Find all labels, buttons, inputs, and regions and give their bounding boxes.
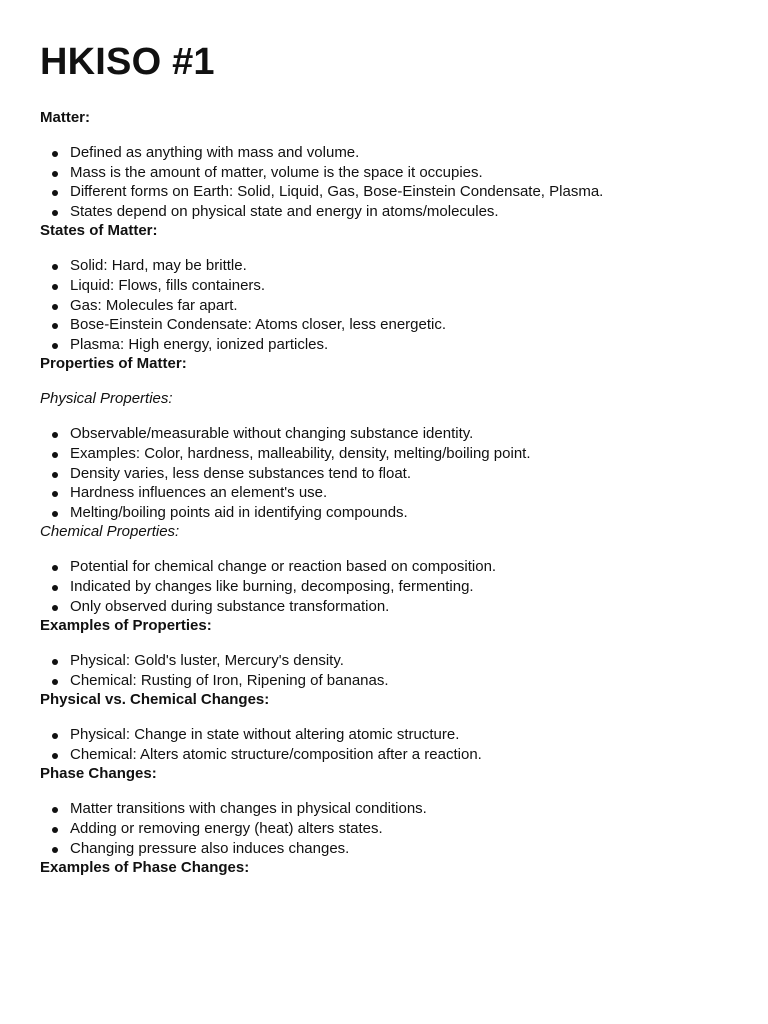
list-item: Gas: Molecules far apart.: [40, 296, 728, 316]
list-item: Defined as anything with mass and volume.: [40, 143, 728, 163]
list-changes: [40, 725, 728, 764]
list-chemical-properties: [40, 557, 728, 616]
list-item: Only observed during substance transformation.: [40, 597, 728, 617]
list-item: Mass is the amount of matter, volume is the space it occupies.: [40, 163, 728, 183]
list-item: States depend on physical state and energy in atoms/molecules.: [40, 202, 728, 222]
list-phase: [40, 799, 728, 858]
section-heading-matter: Matter:: [40, 109, 91, 126]
list-item: Solid: Hard, may be brittle.: [40, 256, 728, 276]
section-heading-properties: Properties of Matter:: [40, 355, 187, 373]
list-item: Physical: Gold's luster, Mercury's density.: [40, 651, 728, 671]
subheading-physical-properties: Physical Properties:: [40, 390, 173, 408]
list-item: Liquid: Flows, fills containers.: [40, 276, 728, 296]
section-heading-phase: Phase Changes:: [40, 765, 157, 783]
list-item: Indicated by changes like burning, decomposing, fermenting.: [40, 577, 728, 597]
list-states: [40, 256, 728, 354]
list-item: Matter transitions with changes in physical conditions.: [40, 799, 728, 819]
list-matter: [40, 143, 728, 221]
list-item: Examples: Color, hardness, malleability, density, melting/boiling point.: [40, 444, 728, 464]
subheading-chemical-properties: Chemical Properties:: [40, 523, 180, 541]
list-item: Chemical: Rusting of Iron, Ripening of bananas.: [40, 671, 728, 691]
list-item: Hardness influences an element's use.: [40, 483, 728, 503]
list-item: Potential for chemical change or reaction based on composition.: [40, 557, 728, 577]
section-heading-phase-examples: Examples of Phase Changes:: [40, 859, 250, 877]
list-item: Changing pressure also induces changes.: [40, 839, 728, 859]
document-title: HKISO #1: [40, 41, 215, 83]
list-item: Observable/measurable without changing substance identity.: [40, 424, 728, 444]
list-item: Adding or removing energy (heat) alters states.: [40, 819, 728, 839]
list-item: Plasma: High energy, ionized particles.: [40, 335, 728, 355]
list-physical-properties: [40, 424, 728, 522]
section-heading-states: States of Matter:: [40, 222, 158, 240]
list-item: Different forms on Earth: Solid, Liquid, Gas, Bose-Einstein Condensate, Plasma.: [40, 182, 728, 202]
list-item: Chemical: Alters atomic structure/composition after a reaction.: [40, 745, 728, 765]
list-item: Melting/boiling points aid in identifying compounds.: [40, 503, 728, 523]
section-heading-changes: Physical vs. Chemical Changes:: [40, 691, 270, 709]
list-item: Bose-Einstein Condensate: Atoms closer, less energetic.: [40, 315, 728, 335]
list-item: Density varies, less dense substances tend to float.: [40, 464, 728, 484]
list-item: Physical: Change in state without altering atomic structure.: [40, 725, 728, 745]
list-examples: [40, 651, 728, 690]
section-heading-examples: Examples of Properties:: [40, 617, 212, 635]
